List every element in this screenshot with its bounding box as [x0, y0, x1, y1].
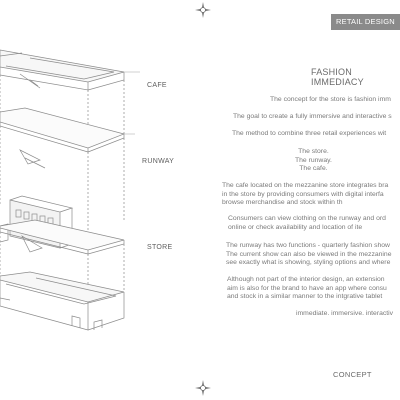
section-title: FASHION IMMEDIACY — [311, 67, 364, 87]
retail-design-badge: RETAIL DESIGN — [331, 14, 400, 30]
paragraph-concept: The concept for the store is fashion imm — [270, 96, 391, 103]
tagline: immediate. immersive. interactiv — [296, 310, 394, 317]
cafe-level-drawing — [0, 50, 124, 90]
paragraph-store-runway-cafe: The store. The runway. The cafe. — [295, 148, 332, 172]
exploded-axonometric-diagram — [0, 45, 210, 355]
ground-level-drawing — [0, 272, 124, 330]
paragraph-cafe: The cafe located on the mezzanine store integrates bra in the store by providing consumers with digital interfa browse merchandise and stock within th — [222, 182, 389, 206]
paragraph-app: Although not part of the interior design, an extension aim is also for the brand to have an app where consu and stock in a similar manner to the intgrative tablet — [227, 276, 387, 300]
runway-level-drawing — [0, 108, 124, 168]
level-label-store: STORE — [147, 244, 173, 251]
paragraph-goal: The goal to create a fully immersive and interactive s — [233, 113, 392, 120]
compass-star-icon — [195, 2, 211, 18]
paragraph-method: The method to combine three retail experiences wit — [232, 130, 387, 137]
store-level-drawing — [0, 220, 124, 254]
level-label-runway: RUNWAY — [142, 158, 175, 165]
concept-label: CONCEPT — [333, 370, 372, 379]
paragraph-consumers: Consumers can view clothing on the runway and ord online or check availability and location of ite — [228, 215, 386, 231]
compass-star-icon — [195, 380, 211, 396]
paragraph-runway: The runway has two functions - quarterly fashion show The current show can also be viewed in the mezzanine see exactly what is showing, styling options and where — [226, 242, 392, 266]
level-label-cafe: CAFE — [147, 82, 167, 89]
